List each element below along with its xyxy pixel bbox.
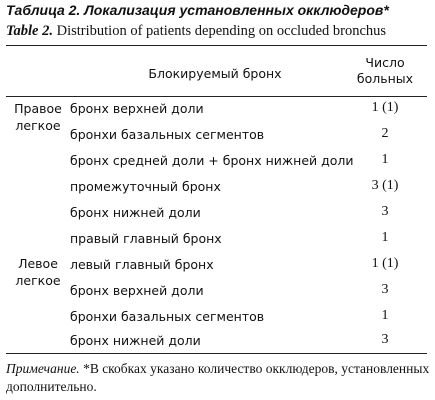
- table-row: [0, 175, 435, 201]
- table-row: [0, 123, 435, 149]
- table-row: [0, 201, 435, 227]
- row-bronchus: бронх верхней доли: [70, 283, 204, 298]
- row-count: 3: [381, 282, 389, 297]
- footnote-label: Примечание.: [6, 361, 80, 376]
- table-bottom-rule: [6, 353, 427, 354]
- footnote-text: *В скобках указано количество окклюдеров, установленных дополнительно.: [6, 361, 430, 394]
- group-label-right-line1: Правое: [14, 101, 62, 116]
- row-bronchus: промежуточный бронх: [70, 179, 221, 194]
- row-bronchus: бронхи базальных сегментов: [70, 309, 265, 324]
- table-top-rule: [6, 45, 427, 46]
- row-bronchus: бронхи базальных сегментов: [70, 127, 265, 142]
- group-label-right-line2: легкое: [15, 118, 61, 133]
- row-bronchus: бронх нижней доли: [70, 333, 201, 348]
- table-row: [0, 253, 435, 279]
- header-bronchus: Блокируемый бронх: [148, 66, 282, 81]
- table-footnote: [6, 360, 431, 396]
- row-bronchus: правый главный бронх: [70, 231, 222, 246]
- row-bronchus: левый главный бронх: [70, 257, 214, 272]
- row-bronchus: бронх средней доли + бронх нижней доли: [70, 153, 354, 168]
- header-count-line2: больных: [356, 71, 414, 86]
- table-title-en: [6, 23, 431, 40]
- row-count: 1: [381, 308, 389, 323]
- table-row: [0, 97, 435, 123]
- row-count: 3 (1): [371, 178, 399, 193]
- row-count: 1: [381, 152, 389, 167]
- table-row: [0, 279, 435, 305]
- row-count: 3: [381, 204, 389, 219]
- table-row: [0, 149, 435, 175]
- table-row: [0, 305, 435, 331]
- table-title-en-text: Distribution of patients depending on occluded bronchus: [56, 23, 387, 39]
- row-bronchus: бронх верхней доли: [70, 101, 204, 116]
- table-title-en-lead: Table 2.: [6, 23, 53, 39]
- group-label-left-line1: Левое: [18, 256, 58, 271]
- row-bronchus: бронх нижней доли: [70, 205, 201, 220]
- table-row: [0, 227, 435, 253]
- table-row: [0, 329, 435, 355]
- header-count-line1: Число: [365, 55, 405, 70]
- group-label-left-line2: легкое: [15, 273, 61, 288]
- row-count: 2: [381, 126, 389, 141]
- row-count: 3: [381, 332, 389, 347]
- header-count: [345, 55, 425, 87]
- row-count: 1: [381, 230, 389, 245]
- row-count: 1 (1): [371, 100, 399, 115]
- row-count: 1 (1): [371, 256, 399, 271]
- table-title-ru: Таблица 2. Локализация установленных окклюдеров*: [6, 2, 389, 18]
